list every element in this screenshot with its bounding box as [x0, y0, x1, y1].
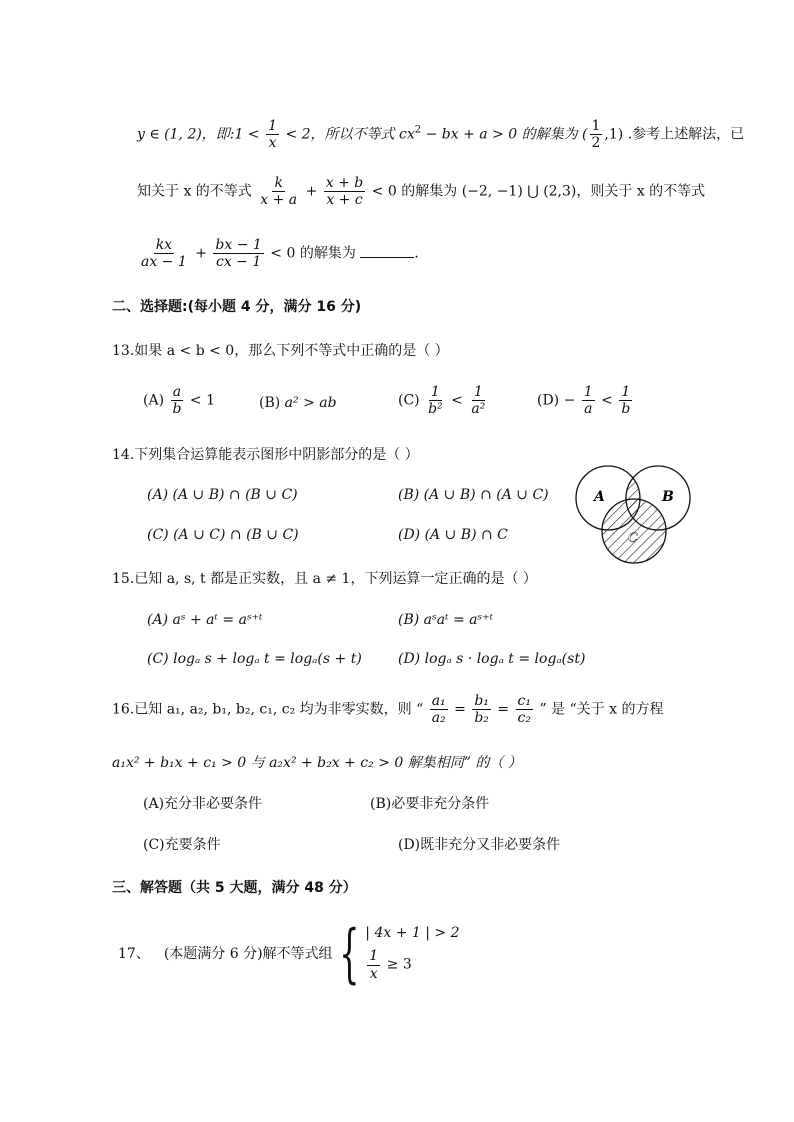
text-segment: 知关于 x 的不等式 [137, 183, 252, 200]
q15-option-d[interactable]: (D) logₐ s · logₐ t = logₐ(st) [398, 651, 586, 667]
question-15-stem: 15.已知 a, s, t 都是正实数，且 a ≠ 1，下列运算一定正确的是（ ） [112, 571, 537, 587]
system-row-2 [365, 948, 459, 981]
text-segment: y ∈ (1, 2)，即:1 < [137, 126, 260, 143]
section-title: 二、选择题:(每小题 4 分，满分 16 分) [112, 299, 362, 315]
fraction: $\frac{\text{b₁}}{\text{b₂}}$ [474, 693, 489, 727]
question-13-stem: 13.如果 a < b < 0，那么下列不等式中正确的是（ ） [112, 343, 449, 359]
question-17 [118, 917, 460, 991]
inequality-system [333, 917, 460, 991]
question-text: (本题满分 6 分)解不等式组 [163, 946, 333, 962]
fraction: $\frac{a}{b}$ [172, 384, 182, 418]
q15-option-a[interactable]: (A) aˢ + aᵗ = aˢ⁺ᵗ [147, 612, 263, 628]
section-title: 三、解答题（共 5 大题，满分 48 分） [112, 880, 357, 896]
q15-option-b[interactable]: (B) aˢaᵗ = aˢ⁺ᵗ [398, 612, 494, 628]
q13-option-c[interactable] [398, 384, 489, 417]
q16-option-d[interactable]: (D)既非充分又非必要条件 [398, 837, 561, 853]
text-line-2 [137, 175, 705, 208]
minus-sign: − [563, 392, 576, 409]
math-term: cx [399, 126, 415, 143]
system-row-1: | 4x + 1 | > 2 [365, 925, 460, 942]
fraction: $\frac{k}{x + a}$ [260, 175, 298, 209]
fraction: $\frac{1}{\text{a²}}$ [471, 384, 486, 418]
text-segment: − bx + a > 0 的解集为 ( [421, 126, 588, 143]
fraction: $\frac{kx}{ax - 1}$ [141, 237, 187, 271]
text-segment: < [601, 392, 613, 409]
text-segment: ≥ 3 [386, 957, 412, 973]
period: . [414, 245, 419, 262]
question-14-stem: 14.下列集合运算能表示图形中阴影部分的是（ ） [112, 447, 419, 463]
question-16-line-2: a₁x² + b₁x + c₁ > 0 与 a₂x² + b₂x + c₂ > 0 解集相同” 的（ ） [112, 755, 522, 771]
label-b: B [662, 489, 674, 505]
option-label: (C) [398, 392, 420, 409]
q14-option-c[interactable]: (C) (A ∪ C) ∩ (B ∪ C) [147, 527, 299, 543]
superscript: 2 [414, 124, 422, 136]
plus-sign: + [195, 245, 207, 262]
option-label: (A) [143, 392, 165, 409]
q13-option-a[interactable] [143, 384, 215, 417]
option-text: a² > ab [284, 395, 337, 411]
question-16-stem [112, 693, 663, 726]
plus-sign: + [305, 183, 318, 200]
option-label: (D) [537, 392, 560, 409]
equals-sign: = [497, 701, 510, 718]
text-segment: ,1) .参考上述解法，已 [604, 126, 745, 143]
answer-blank[interactable] [360, 245, 414, 258]
fraction: $\frac{1}{a}$ [583, 384, 593, 418]
text-segment: 16.已知 a₁, a₂, b₁, b₂, c₁, c₂ 均为非零实数，则 “ [112, 701, 424, 718]
q14-option-d[interactable]: (D) (A ∪ B) ∩ C [398, 527, 508, 543]
fraction: $\frac{1}{b}$ [621, 384, 631, 418]
q13-option-d[interactable] [537, 384, 634, 417]
text-segment: < 0 的解集为 (−2, −1) ⋃ (2,3)，则关于 x 的不等式 [371, 183, 706, 200]
text-segment: < 1 [189, 392, 216, 409]
fraction: $\frac{1}{x}$ [369, 948, 379, 982]
text-segment: < [451, 392, 463, 409]
option-label: (B) [259, 395, 281, 411]
text-line-3 [137, 237, 419, 270]
venn-diagram [570, 438, 695, 573]
q16-option-a[interactable]: (A)充分非必要条件 [143, 796, 263, 812]
equals-sign: = [454, 701, 466, 718]
text-line-1 [137, 118, 744, 151]
fraction: $\frac{x + b}{x + c}$ [325, 175, 364, 209]
fraction: $\frac{1}{x}$ [268, 118, 277, 152]
q16-option-b[interactable]: (B)必要非充分条件 [370, 796, 490, 812]
text-segment: < 0 的解集为 [270, 245, 356, 262]
label-a: A [594, 489, 605, 505]
fraction: $\frac{\text{a₁}}{\text{a₂}}$ [431, 693, 446, 727]
fraction: $\frac{\text{c₁}}{\text{c₂}}$ [517, 693, 531, 727]
fraction: $\frac{1}{\text{b²}}$ [428, 384, 443, 418]
text-segment: ” 是 “关于 x 的方程 [539, 701, 664, 718]
q14-option-b[interactable]: (B) (A ∪ B) ∩ (A ∪ C) [398, 487, 549, 503]
q14-option-a[interactable]: (A) (A ∪ B) ∩ (B ∪ C) [147, 487, 298, 503]
text-segment: < 2，所以不等式 [285, 126, 395, 143]
question-number: 17、 [118, 946, 150, 962]
left-brace: { [338, 917, 360, 991]
fraction: $\frac{bx - 1}{cx - 1}$ [215, 237, 262, 271]
q15-option-c[interactable]: (C) logₐ s + logₐ t = logₐ(s + t) [147, 651, 362, 667]
q16-option-c[interactable]: (C)充要条件 [143, 837, 221, 853]
fraction: $\frac{1}{2}$ [591, 118, 601, 152]
q13-option-b[interactable] [259, 396, 337, 410]
label-c: C [628, 531, 638, 546]
